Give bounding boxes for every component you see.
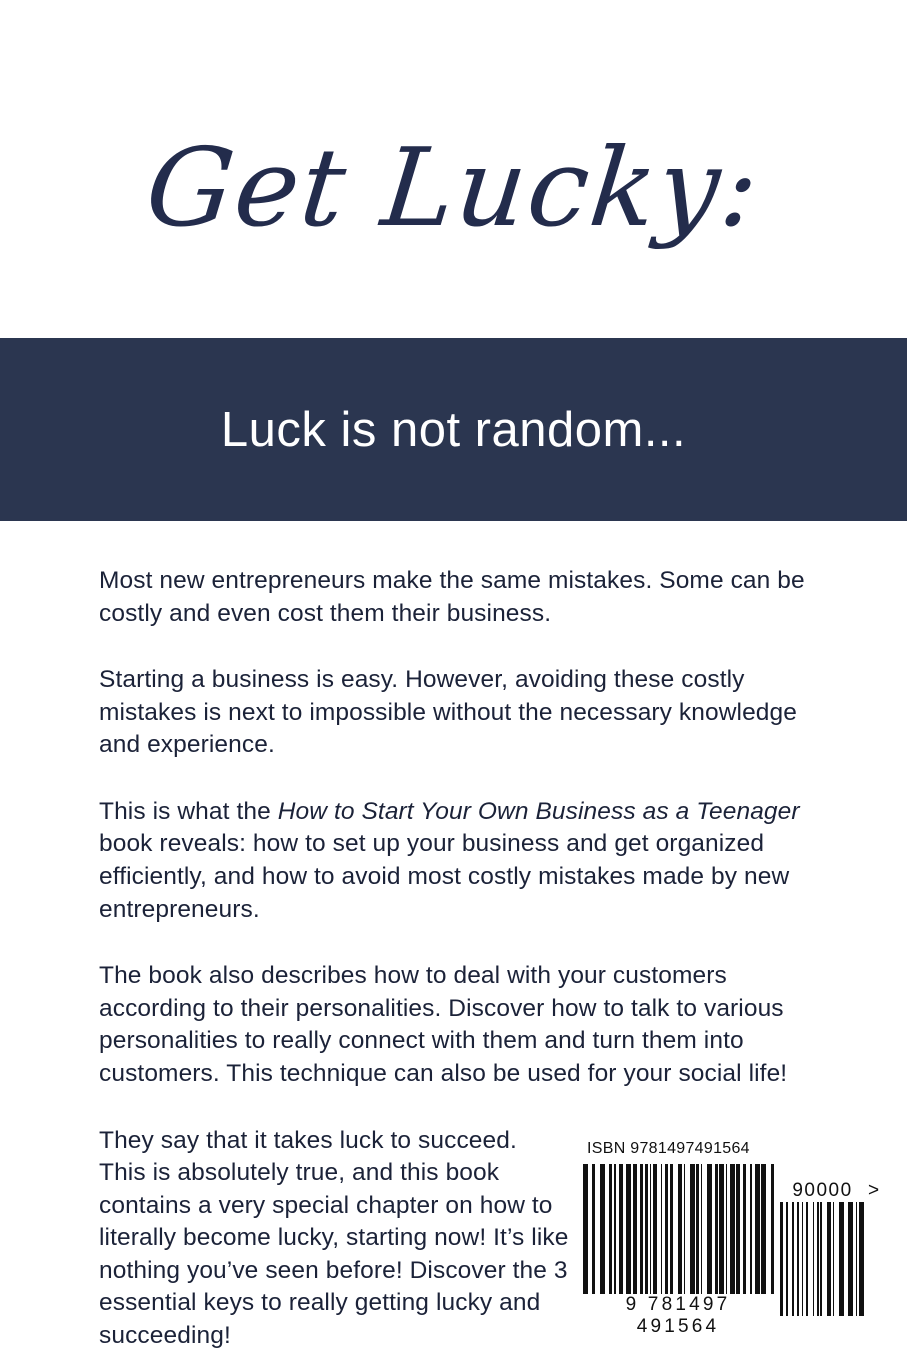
text-run: Starting a business is easy. However, avoiding these costly mistakes is next to impossible without the necessary knowledge and experience.: [99, 666, 797, 759]
paragraph-1: [99, 565, 829, 630]
book-title-mention: How to Start Your Own Business as a Teenager: [277, 797, 800, 825]
text-run: This is what the: [99, 797, 278, 825]
text-run: They say that it takes luck to succeed. This is absolutely true, and this book contains a very special chapter on how to literally become lucky, starting now! It’s like nothing you’ve seen before! Discover the 3 essential keys to really getting lucky and succeeding!: [99, 1126, 569, 1349]
page-title: Get Lucky:: [140, 126, 767, 251]
paragraph-2: [99, 664, 829, 762]
tagline-band: [0, 338, 907, 521]
paragraph-5: [99, 1125, 569, 1353]
ean5-digits: 90000: [792, 1180, 853, 1201]
ean13-digits: 9 781497 491564: [625, 1294, 731, 1337]
barcode-area: [565, 1140, 880, 1340]
isbn-label: ISBN 9781497491564: [587, 1140, 750, 1157]
text-run: The book also describes how to deal with your customers according to their personalities. Discover how to talk to various personalities to really connect with them and turn them into customers. This technique can also be used for your social life!: [99, 962, 788, 1087]
paragraph-3: [99, 796, 829, 926]
ean5-addon-barcode: [780, 1180, 880, 1316]
paragraph-4: [99, 960, 829, 1090]
tagline-text: Luck is not random...: [220, 402, 687, 457]
text-run: Most new entrepreneurs make the same mistakes. Some can be costly and even cost them their business.: [99, 567, 805, 627]
text-run: book reveals: how to set up your business and get organized efficiently, and how to avoid most costly mistakes made by new entrepreneurs.: [99, 830, 790, 923]
ean5-caret: >: [868, 1180, 880, 1201]
ean13-bars: [583, 1164, 773, 1294]
title-area: [0, 0, 907, 338]
ean13-barcode: [583, 1164, 773, 1337]
ean5-bars: [780, 1202, 865, 1316]
